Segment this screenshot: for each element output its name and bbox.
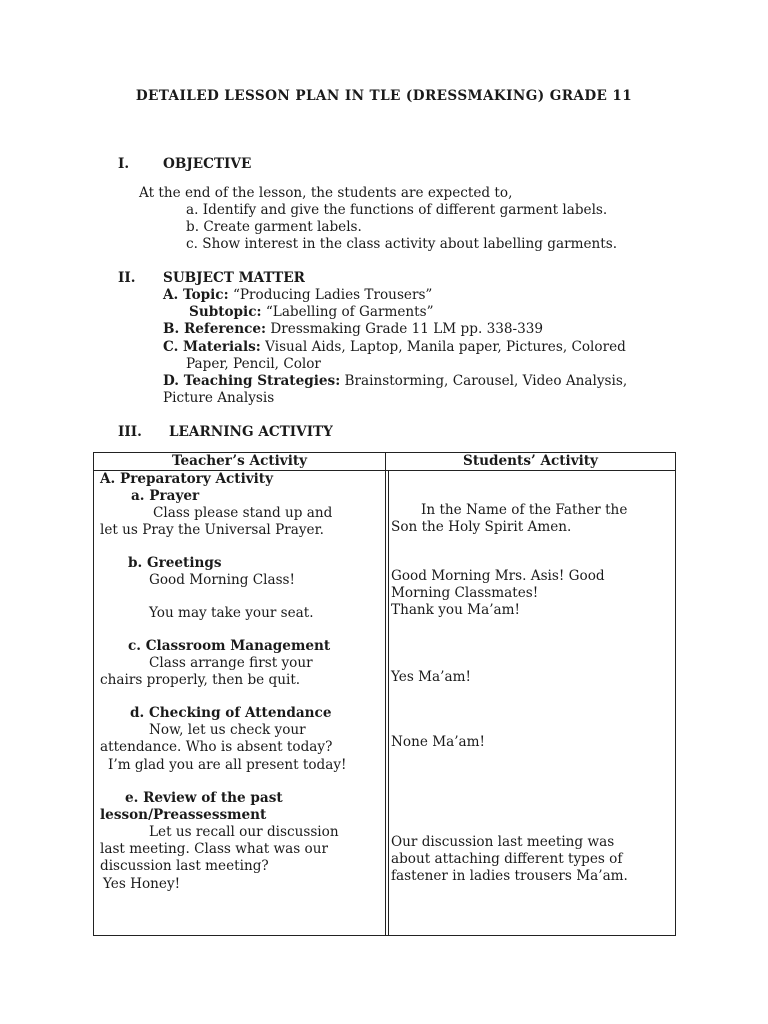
objective-item-b: b. Create garment labels.	[186, 219, 362, 235]
learning-activity-number: III.	[118, 424, 142, 440]
attendance-teacher-line3: I’m glad you are all present today!	[108, 757, 347, 773]
prayer-student-line1: In the Name of the Father the	[421, 502, 628, 518]
column-divider	[385, 453, 386, 935]
materials-label: C. Materials:	[163, 339, 261, 355]
prayer-label: a. Prayer	[131, 488, 200, 504]
strategies-label: D. Teaching Strategies:	[163, 373, 341, 389]
review-teacher-line1: Let us recall our discussion	[149, 824, 339, 840]
greetings-teacher-line1: Good Morning Class!	[149, 572, 296, 588]
greetings-student-line1: Good Morning Mrs. Asis! Good	[391, 568, 605, 584]
objective-number: I.	[118, 156, 130, 172]
learning-activity-heading: LEARNING ACTIVITY	[169, 424, 333, 440]
classroom-management-label: c. Classroom Management	[128, 638, 331, 654]
teacher-activity-header: Teacher’s Activity	[171, 453, 308, 469]
greetings-student-line3: Thank you Ma’am!	[391, 602, 520, 618]
reference-value: Dressmaking Grade 11 LM pp. 338-339	[270, 321, 544, 337]
greetings-student-line2: Morning Classmates!	[391, 585, 539, 601]
strategies-value: Brainstorming, Carousel, Video Analysis,	[344, 373, 628, 389]
preparatory-activity-heading: A. Preparatory Activity	[100, 471, 273, 487]
document-title: DETAILED LESSON PLAN IN TLE (DRESSMAKING) GRADE 11	[135, 88, 633, 104]
reference-label: B. Reference:	[163, 321, 267, 337]
review-student-line3: fastener in ladies trousers Ma’am.	[391, 868, 628, 884]
topic-label: A. Topic:	[163, 287, 229, 303]
subject-matter-heading: SUBJECT MATTER	[163, 270, 305, 286]
attendance-student-line1: None Ma’am!	[391, 734, 486, 750]
subject-matter-number: II.	[118, 270, 136, 286]
topic-line	[163, 287, 432, 304]
reference-line	[163, 321, 543, 338]
materials-value: Visual Aids, Laptop, Manila paper, Pictures, Colored	[265, 339, 626, 355]
attendance-teacher-line2: attendance. Who is absent today?	[100, 739, 333, 755]
management-teacher-line2: chairs properly, then be quit.	[100, 672, 301, 688]
subtopic-label: Subtopic:	[189, 304, 262, 320]
objective-item-c: c. Show interest in the class activity about labelling garments.	[186, 236, 618, 252]
column-divider-inner	[388, 470, 389, 935]
prayer-student-line2: Son the Holy Spirit Amen.	[391, 519, 572, 535]
objective-intro: At the end of the lesson, the students are expected to,	[139, 185, 513, 201]
strategies-continued: Picture Analysis	[163, 390, 275, 406]
prayer-teacher-line2: let us Pray the Universal Prayer.	[100, 522, 324, 538]
management-teacher-line1: Class arrange first your	[149, 655, 313, 671]
materials-line	[163, 339, 626, 356]
subtopic-line	[189, 304, 434, 321]
review-label-line2: lesson/Preassessment	[100, 807, 267, 823]
objective-item-a: a. Identify and give the functions of different garment labels.	[186, 202, 608, 218]
review-teacher-line4: Yes Honey!	[103, 876, 181, 892]
review-label-line1: e. Review of the past	[125, 790, 283, 806]
review-student-line1: Our discussion last meeting was	[391, 834, 615, 850]
attendance-teacher-line1: Now, let us check your	[149, 722, 306, 738]
greetings-teacher-line2: You may take your seat.	[149, 605, 314, 621]
review-teacher-line3: discussion last meeting?	[100, 858, 269, 874]
review-teacher-line2: last meeting. Class what was our	[100, 841, 328, 857]
objective-heading: OBJECTIVE	[163, 156, 252, 172]
subtopic-value: “Labelling of Garments”	[265, 304, 434, 320]
greetings-label: b. Greetings	[128, 555, 222, 571]
strategies-line	[163, 373, 627, 390]
students-activity-header: Students’ Activity	[463, 453, 598, 469]
review-student-line2: about attaching different types of	[391, 851, 623, 867]
topic-value: “Producing Ladies Trousers”	[232, 287, 433, 303]
prayer-teacher-line1: Class please stand up and	[153, 505, 333, 521]
materials-continued: Paper, Pencil, Color	[186, 356, 321, 372]
management-student-line1: Yes Ma’am!	[391, 669, 471, 685]
attendance-label: d. Checking of Attendance	[130, 705, 332, 721]
